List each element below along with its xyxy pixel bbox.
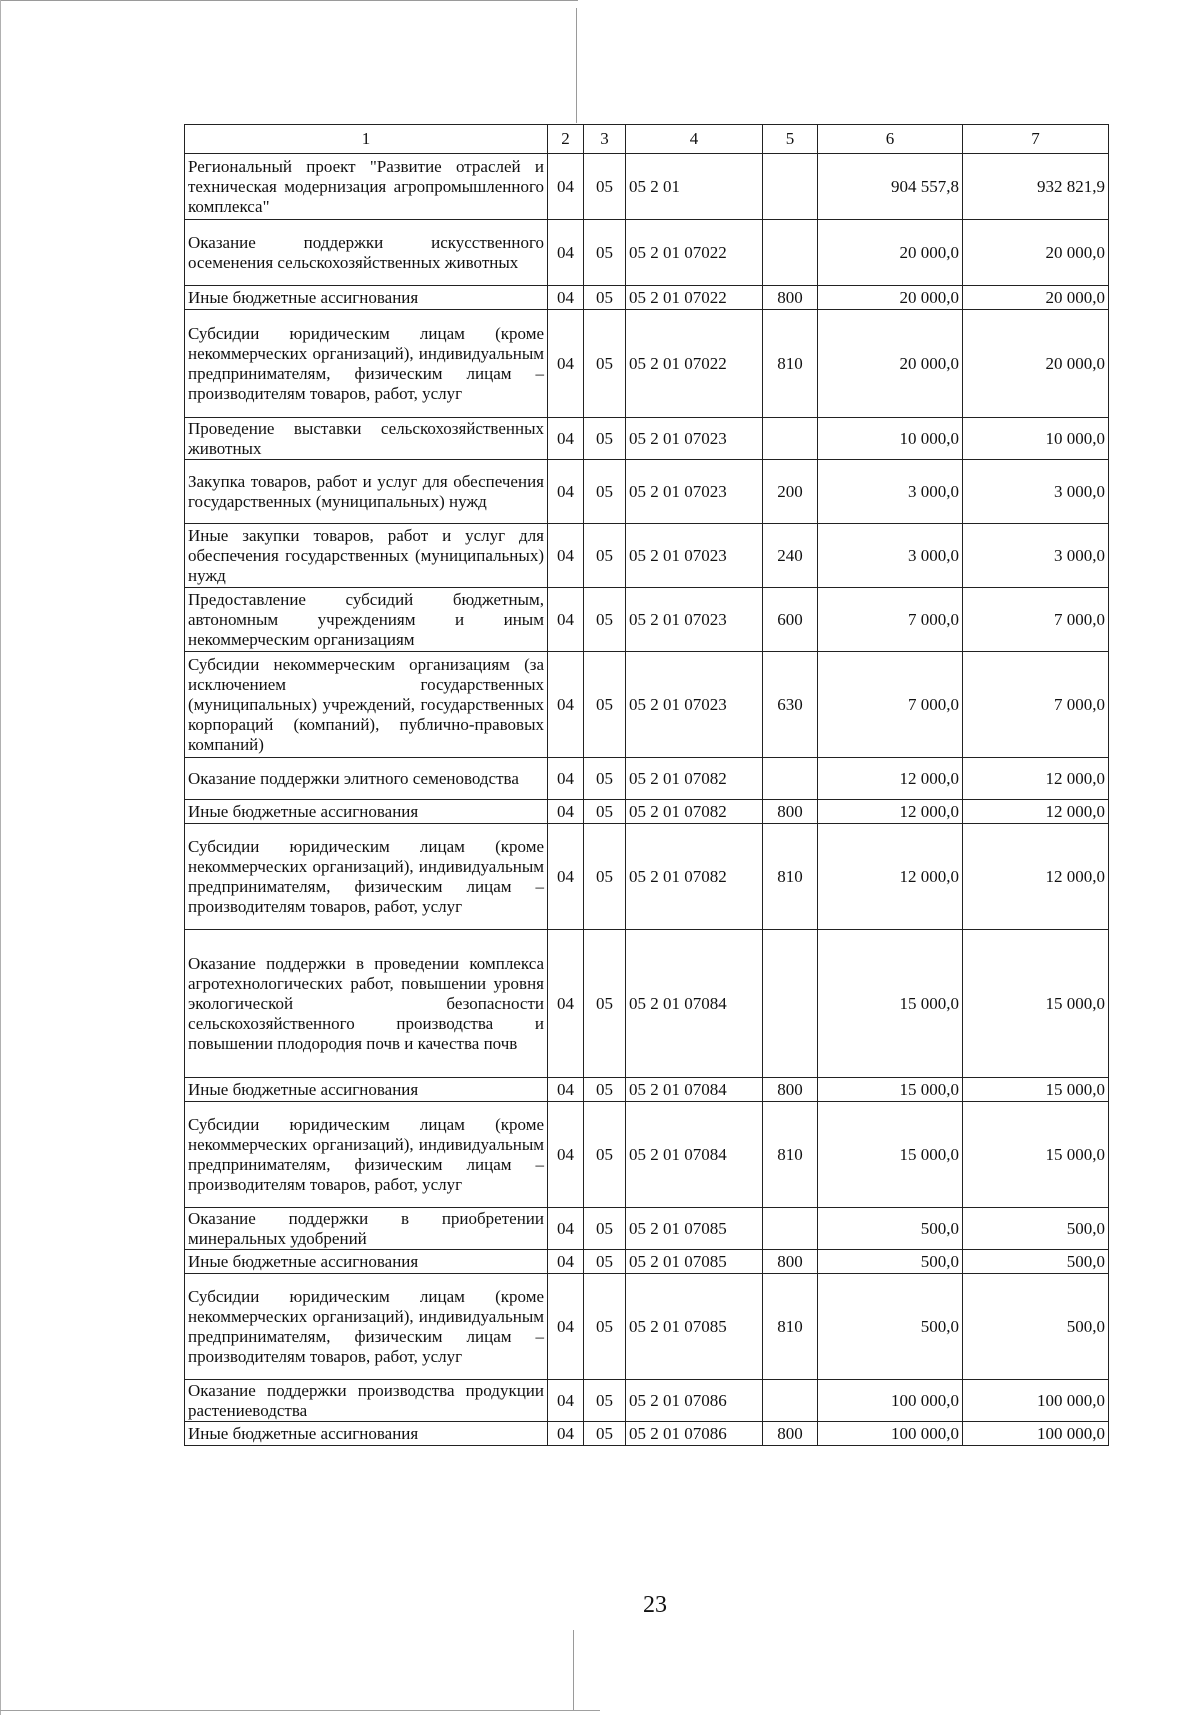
table-row (185, 310, 1109, 418)
row-target-article-cell: 05 2 01 07022 (626, 310, 763, 418)
table-row (185, 1250, 1109, 1274)
row-expense-type-cell: 600 (763, 588, 818, 652)
row-section-cell: 04 (548, 1078, 584, 1102)
table-row (185, 1102, 1109, 1208)
row-name-cell: Субсидии юридическим лицам (кроме некоммерческих организаций), индивидуальным предпринимателям, физическим лицам – производителям товаров, работ, услуг (185, 1102, 548, 1208)
row-section-cell: 04 (548, 758, 584, 800)
row-name-cell: Иные бюджетные ассигнования (185, 800, 548, 824)
row-section-cell: 04 (548, 1274, 584, 1380)
row-subsection-cell: 05 (584, 652, 626, 758)
row-subsection-cell: 05 (584, 1422, 626, 1446)
row-target-article-cell: 05 2 01 07023 (626, 418, 763, 460)
budget-table (184, 124, 1109, 1446)
row-expense-type-cell: 800 (763, 1250, 818, 1274)
row-expense-type-cell (763, 154, 818, 220)
table-row (185, 524, 1109, 588)
row-target-article-cell: 05 2 01 07082 (626, 758, 763, 800)
table-row (185, 930, 1109, 1078)
table-row (185, 652, 1109, 758)
row-target-article-cell: 05 2 01 07085 (626, 1250, 763, 1274)
row-subsection-cell: 05 (584, 758, 626, 800)
row-amount-1-cell: 15 000,0 (818, 930, 963, 1078)
row-section-cell: 04 (548, 1208, 584, 1250)
row-section-cell: 04 (548, 310, 584, 418)
row-section-cell: 04 (548, 220, 584, 286)
scan-edge-left (0, 0, 1, 1715)
row-amount-2-cell: 12 000,0 (963, 800, 1109, 824)
row-name-cell: Закупка товаров, работ и услуг для обеспечения государственных (муниципальных) нужд (185, 460, 548, 524)
row-target-article-cell: 05 2 01 07085 (626, 1208, 763, 1250)
row-expense-type-cell (763, 1208, 818, 1250)
scan-artifact-line (576, 8, 577, 123)
table-row (185, 588, 1109, 652)
row-subsection-cell: 05 (584, 1208, 626, 1250)
row-amount-1-cell: 3 000,0 (818, 524, 963, 588)
row-amount-2-cell: 500,0 (963, 1274, 1109, 1380)
row-expense-type-cell (763, 758, 818, 800)
row-expense-type-cell: 800 (763, 1078, 818, 1102)
row-name-cell: Иные бюджетные ассигнования (185, 286, 548, 310)
row-subsection-cell: 05 (584, 1274, 626, 1380)
row-amount-2-cell: 10 000,0 (963, 418, 1109, 460)
table-row (185, 1422, 1109, 1446)
row-amount-1-cell: 500,0 (818, 1208, 963, 1250)
header-cell: 6 (818, 125, 963, 154)
row-target-article-cell: 05 2 01 07084 (626, 1078, 763, 1102)
header-cell: 2 (548, 125, 584, 154)
row-section-cell: 04 (548, 824, 584, 930)
row-amount-1-cell: 20 000,0 (818, 220, 963, 286)
row-name-cell: Иные бюджетные ассигнования (185, 1078, 548, 1102)
row-amount-1-cell: 15 000,0 (818, 1078, 963, 1102)
row-section-cell: 04 (548, 460, 584, 524)
row-target-article-cell: 05 2 01 07086 (626, 1380, 763, 1422)
table-row (185, 418, 1109, 460)
row-amount-1-cell: 7 000,0 (818, 652, 963, 758)
table-row (185, 1208, 1109, 1250)
header-cell: 7 (963, 125, 1109, 154)
row-target-article-cell: 05 2 01 (626, 154, 763, 220)
row-expense-type-cell: 630 (763, 652, 818, 758)
row-name-cell: Иные бюджетные ассигнования (185, 1250, 548, 1274)
row-subsection-cell: 05 (584, 310, 626, 418)
row-amount-2-cell: 15 000,0 (963, 1078, 1109, 1102)
row-section-cell: 04 (548, 800, 584, 824)
row-amount-2-cell: 500,0 (963, 1208, 1109, 1250)
row-name-cell: Иные бюджетные ассигнования (185, 1422, 548, 1446)
row-subsection-cell: 05 (584, 930, 626, 1078)
page-number: 23 (643, 1592, 667, 1618)
row-section-cell: 04 (548, 286, 584, 310)
row-section-cell: 04 (548, 930, 584, 1078)
row-amount-2-cell: 7 000,0 (963, 652, 1109, 758)
row-name-cell: Оказание поддержки в проведении комплекса агротехнологических работ, повышении уровня экологической безопасности сельскохозяйственного производства и повышении плодородия почв и качества почв (185, 930, 548, 1078)
row-amount-1-cell: 15 000,0 (818, 1102, 963, 1208)
row-name-cell: Субсидии юридическим лицам (кроме некоммерческих организаций), индивидуальным предпринимателям, физическим лицам – производителям товаров, работ, услуг (185, 310, 548, 418)
header-cell: 1 (185, 125, 548, 154)
row-name-cell: Субсидии некоммерческим организациям (за исключением государственных (муниципальных) учреждений, государственных корпораций (компаний), публично-правовых компаний) (185, 652, 548, 758)
header-cell: 4 (626, 125, 763, 154)
row-expense-type-cell: 810 (763, 310, 818, 418)
row-section-cell: 04 (548, 652, 584, 758)
row-subsection-cell: 05 (584, 286, 626, 310)
row-target-article-cell: 05 2 01 07022 (626, 286, 763, 310)
row-name-cell: Предоставление субсидий бюджетным, автономным учреждениям и иным некоммерческим организациям (185, 588, 548, 652)
row-section-cell: 04 (548, 1250, 584, 1274)
row-amount-1-cell: 904 557,8 (818, 154, 963, 220)
row-target-article-cell: 05 2 01 07082 (626, 824, 763, 930)
table-row (185, 220, 1109, 286)
row-amount-1-cell: 7 000,0 (818, 588, 963, 652)
row-name-cell: Проведение выставки сельскохозяйственных животных (185, 418, 548, 460)
row-amount-2-cell: 15 000,0 (963, 1102, 1109, 1208)
scan-artifact-line (573, 1630, 574, 1710)
row-amount-2-cell: 7 000,0 (963, 588, 1109, 652)
row-expense-type-cell: 810 (763, 1102, 818, 1208)
row-section-cell: 04 (548, 418, 584, 460)
row-subsection-cell: 05 (584, 1078, 626, 1102)
row-amount-2-cell: 100 000,0 (963, 1380, 1109, 1422)
row-target-article-cell: 05 2 01 07023 (626, 524, 763, 588)
row-section-cell: 04 (548, 588, 584, 652)
row-target-article-cell: 05 2 01 07086 (626, 1422, 763, 1446)
row-subsection-cell: 05 (584, 220, 626, 286)
row-section-cell: 04 (548, 1102, 584, 1208)
row-expense-type-cell: 240 (763, 524, 818, 588)
row-name-cell: Региональный проект "Развитие отраслей и техническая модернизация агропромышленного комплекса" (185, 154, 548, 220)
row-subsection-cell: 05 (584, 460, 626, 524)
row-subsection-cell: 05 (584, 418, 626, 460)
header-cell: 5 (763, 125, 818, 154)
row-name-cell: Оказание поддержки производства продукции растениеводства (185, 1380, 548, 1422)
row-amount-2-cell: 20 000,0 (963, 220, 1109, 286)
row-expense-type-cell (763, 1380, 818, 1422)
row-amount-2-cell: 3 000,0 (963, 460, 1109, 524)
row-section-cell: 04 (548, 1422, 584, 1446)
row-expense-type-cell (763, 930, 818, 1078)
row-target-article-cell: 05 2 01 07084 (626, 930, 763, 1078)
table-row (185, 1274, 1109, 1380)
row-subsection-cell: 05 (584, 1102, 626, 1208)
table-row (185, 154, 1109, 220)
row-expense-type-cell: 810 (763, 824, 818, 930)
row-target-article-cell: 05 2 01 07023 (626, 460, 763, 524)
table-row (185, 1380, 1109, 1422)
row-amount-2-cell: 20 000,0 (963, 286, 1109, 310)
row-amount-1-cell: 20 000,0 (818, 286, 963, 310)
row-target-article-cell: 05 2 01 07023 (626, 588, 763, 652)
row-subsection-cell: 05 (584, 1380, 626, 1422)
row-subsection-cell: 05 (584, 154, 626, 220)
row-subsection-cell: 05 (584, 588, 626, 652)
row-target-article-cell: 05 2 01 07084 (626, 1102, 763, 1208)
row-amount-1-cell: 12 000,0 (818, 800, 963, 824)
table-row (185, 758, 1109, 800)
row-subsection-cell: 05 (584, 524, 626, 588)
row-expense-type-cell: 800 (763, 1422, 818, 1446)
row-subsection-cell: 05 (584, 824, 626, 930)
row-expense-type-cell (763, 418, 818, 460)
row-name-cell: Субсидии юридическим лицам (кроме некоммерческих организаций), индивидуальным предпринимателям, физическим лицам – производителям товаров, работ, услуг (185, 824, 548, 930)
row-expense-type-cell: 200 (763, 460, 818, 524)
row-section-cell: 04 (548, 524, 584, 588)
row-target-article-cell: 05 2 01 07022 (626, 220, 763, 286)
row-amount-1-cell: 100 000,0 (818, 1380, 963, 1422)
row-expense-type-cell: 810 (763, 1274, 818, 1380)
row-amount-2-cell: 500,0 (963, 1250, 1109, 1274)
row-amount-2-cell: 12 000,0 (963, 824, 1109, 930)
row-amount-1-cell: 100 000,0 (818, 1422, 963, 1446)
row-name-cell: Субсидии юридическим лицам (кроме некоммерческих организаций), индивидуальным предпринимателям, физическим лицам – производителям товаров, работ, услуг (185, 1274, 548, 1380)
row-amount-2-cell: 20 000,0 (963, 310, 1109, 418)
row-name-cell: Иные закупки товаров, работ и услуг для обеспечения государственных (муниципальных) нужд (185, 524, 548, 588)
scan-edge-bottom (0, 1710, 600, 1711)
row-name-cell: Оказание поддержки в приобретении минеральных удобрений (185, 1208, 548, 1250)
row-name-cell: Оказание поддержки искусственного осеменения сельскохозяйственных животных (185, 220, 548, 286)
row-amount-2-cell: 932 821,9 (963, 154, 1109, 220)
row-expense-type-cell: 800 (763, 800, 818, 824)
row-section-cell: 04 (548, 1380, 584, 1422)
table-row (185, 824, 1109, 930)
scan-edge-top (0, 0, 578, 1)
row-name-cell: Оказание поддержки элитного семеноводства (185, 758, 548, 800)
row-amount-1-cell: 3 000,0 (818, 460, 963, 524)
row-amount-2-cell: 3 000,0 (963, 524, 1109, 588)
row-amount-1-cell: 500,0 (818, 1274, 963, 1380)
row-amount-2-cell: 12 000,0 (963, 758, 1109, 800)
row-subsection-cell: 05 (584, 1250, 626, 1274)
row-target-article-cell: 05 2 01 07082 (626, 800, 763, 824)
row-amount-1-cell: 20 000,0 (818, 310, 963, 418)
header-cell: 3 (584, 125, 626, 154)
row-section-cell: 04 (548, 154, 584, 220)
row-expense-type-cell: 800 (763, 286, 818, 310)
row-amount-1-cell: 12 000,0 (818, 758, 963, 800)
row-target-article-cell: 05 2 01 07023 (626, 652, 763, 758)
row-amount-1-cell: 12 000,0 (818, 824, 963, 930)
row-subsection-cell: 05 (584, 800, 626, 824)
row-amount-1-cell: 10 000,0 (818, 418, 963, 460)
table-row (185, 800, 1109, 824)
row-amount-2-cell: 100 000,0 (963, 1422, 1109, 1446)
row-expense-type-cell (763, 220, 818, 286)
table-row (185, 1078, 1109, 1102)
header-row (185, 125, 1109, 154)
table-row (185, 286, 1109, 310)
row-amount-2-cell: 15 000,0 (963, 930, 1109, 1078)
row-amount-1-cell: 500,0 (818, 1250, 963, 1274)
table-row (185, 460, 1109, 524)
row-target-article-cell: 05 2 01 07085 (626, 1274, 763, 1380)
